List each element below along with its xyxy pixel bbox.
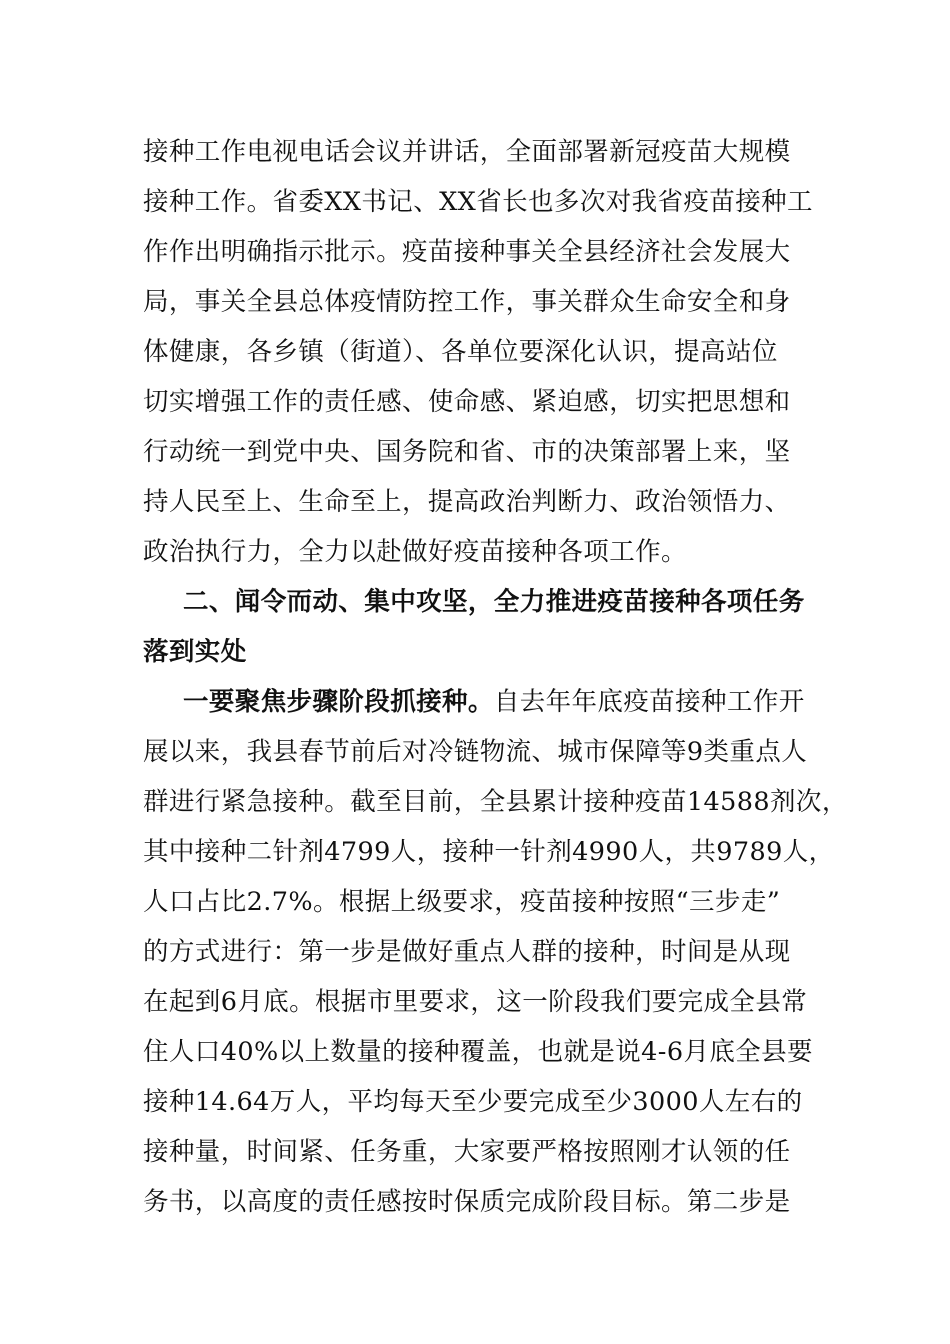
body-line-7: 行动统一到党中央、国务院和省、市的决策部署上来，坚 <box>143 437 791 467</box>
body-line-14: 其中接种二针剂4799人，接种一针剂4990人，共9789人， <box>143 837 835 867</box>
subsection-lead-in: 一要聚焦步骤阶段抓接种。 <box>183 687 494 717</box>
section-heading-line-1: 二、闻令而动、集中攻坚，全力推进疫苗接种各项任务 <box>183 587 805 617</box>
body-line-16: 的方式进行：第一步是做好重点人群的接种，时间是从现 <box>143 937 791 967</box>
body-line-9: 政治执行力，全力以赴做好疫苗接种各项工作。 <box>143 537 687 567</box>
section-heading-line-2: 落到实处 <box>143 637 247 667</box>
body-line-3: 作作出明确指示批示。疫苗接种事关全县经济社会发展大 <box>143 237 791 267</box>
subsection-line-1 <box>183 687 805 717</box>
body-line-18: 住人口40%以上数量的接种覆盖，也就是说4-6月底全县要 <box>143 1037 813 1067</box>
body-line-20: 接种量，时间紧、任务重，大家要严格按照刚才认领的任 <box>143 1137 791 1167</box>
body-line-6: 切实增强工作的责任感、使命感、紧迫感，切实把思想和 <box>143 387 791 417</box>
body-line-8: 持人民至上、生命至上，提高政治判断力、政治领悟力、 <box>143 487 791 517</box>
body-line-17: 在起到6月底。根据市里要求，这一阶段我们要完成全县常 <box>143 987 808 1017</box>
body-line-12: 展以来，我县春节前后对冷链物流、城市保障等9类重点人 <box>143 737 808 767</box>
body-line-4: 局，事关全县总体疫情防控工作，事关群众生命安全和身 <box>143 287 791 317</box>
body-line-1: 接种工作电视电话会议并讲话，全面部署新冠疫苗大规模 <box>143 137 791 167</box>
body-line-5: 体健康，各乡镇（街道）、各单位要深化认识，提高站位 <box>143 337 778 367</box>
body-line-19: 接种14.64万人，平均每天至少要完成至少3000人左右的 <box>143 1087 803 1117</box>
subsection-text: 自去年年底疫苗接种工作开 <box>493 687 805 717</box>
body-line-2: 接种工作。省委XX书记、XX省长也多次对我省疫苗接种工 <box>143 187 813 217</box>
body-line-15: 人口占比2.7%。根据上级要求，疫苗接种按照“三步走” <box>143 887 781 917</box>
body-line-21: 务书，以高度的责任感按时保质完成阶段目标。第二步是 <box>143 1187 791 1217</box>
body-line-13: 群进行紧急接种。截至目前，全县累计接种疫苗14588剂次， <box>143 787 848 817</box>
